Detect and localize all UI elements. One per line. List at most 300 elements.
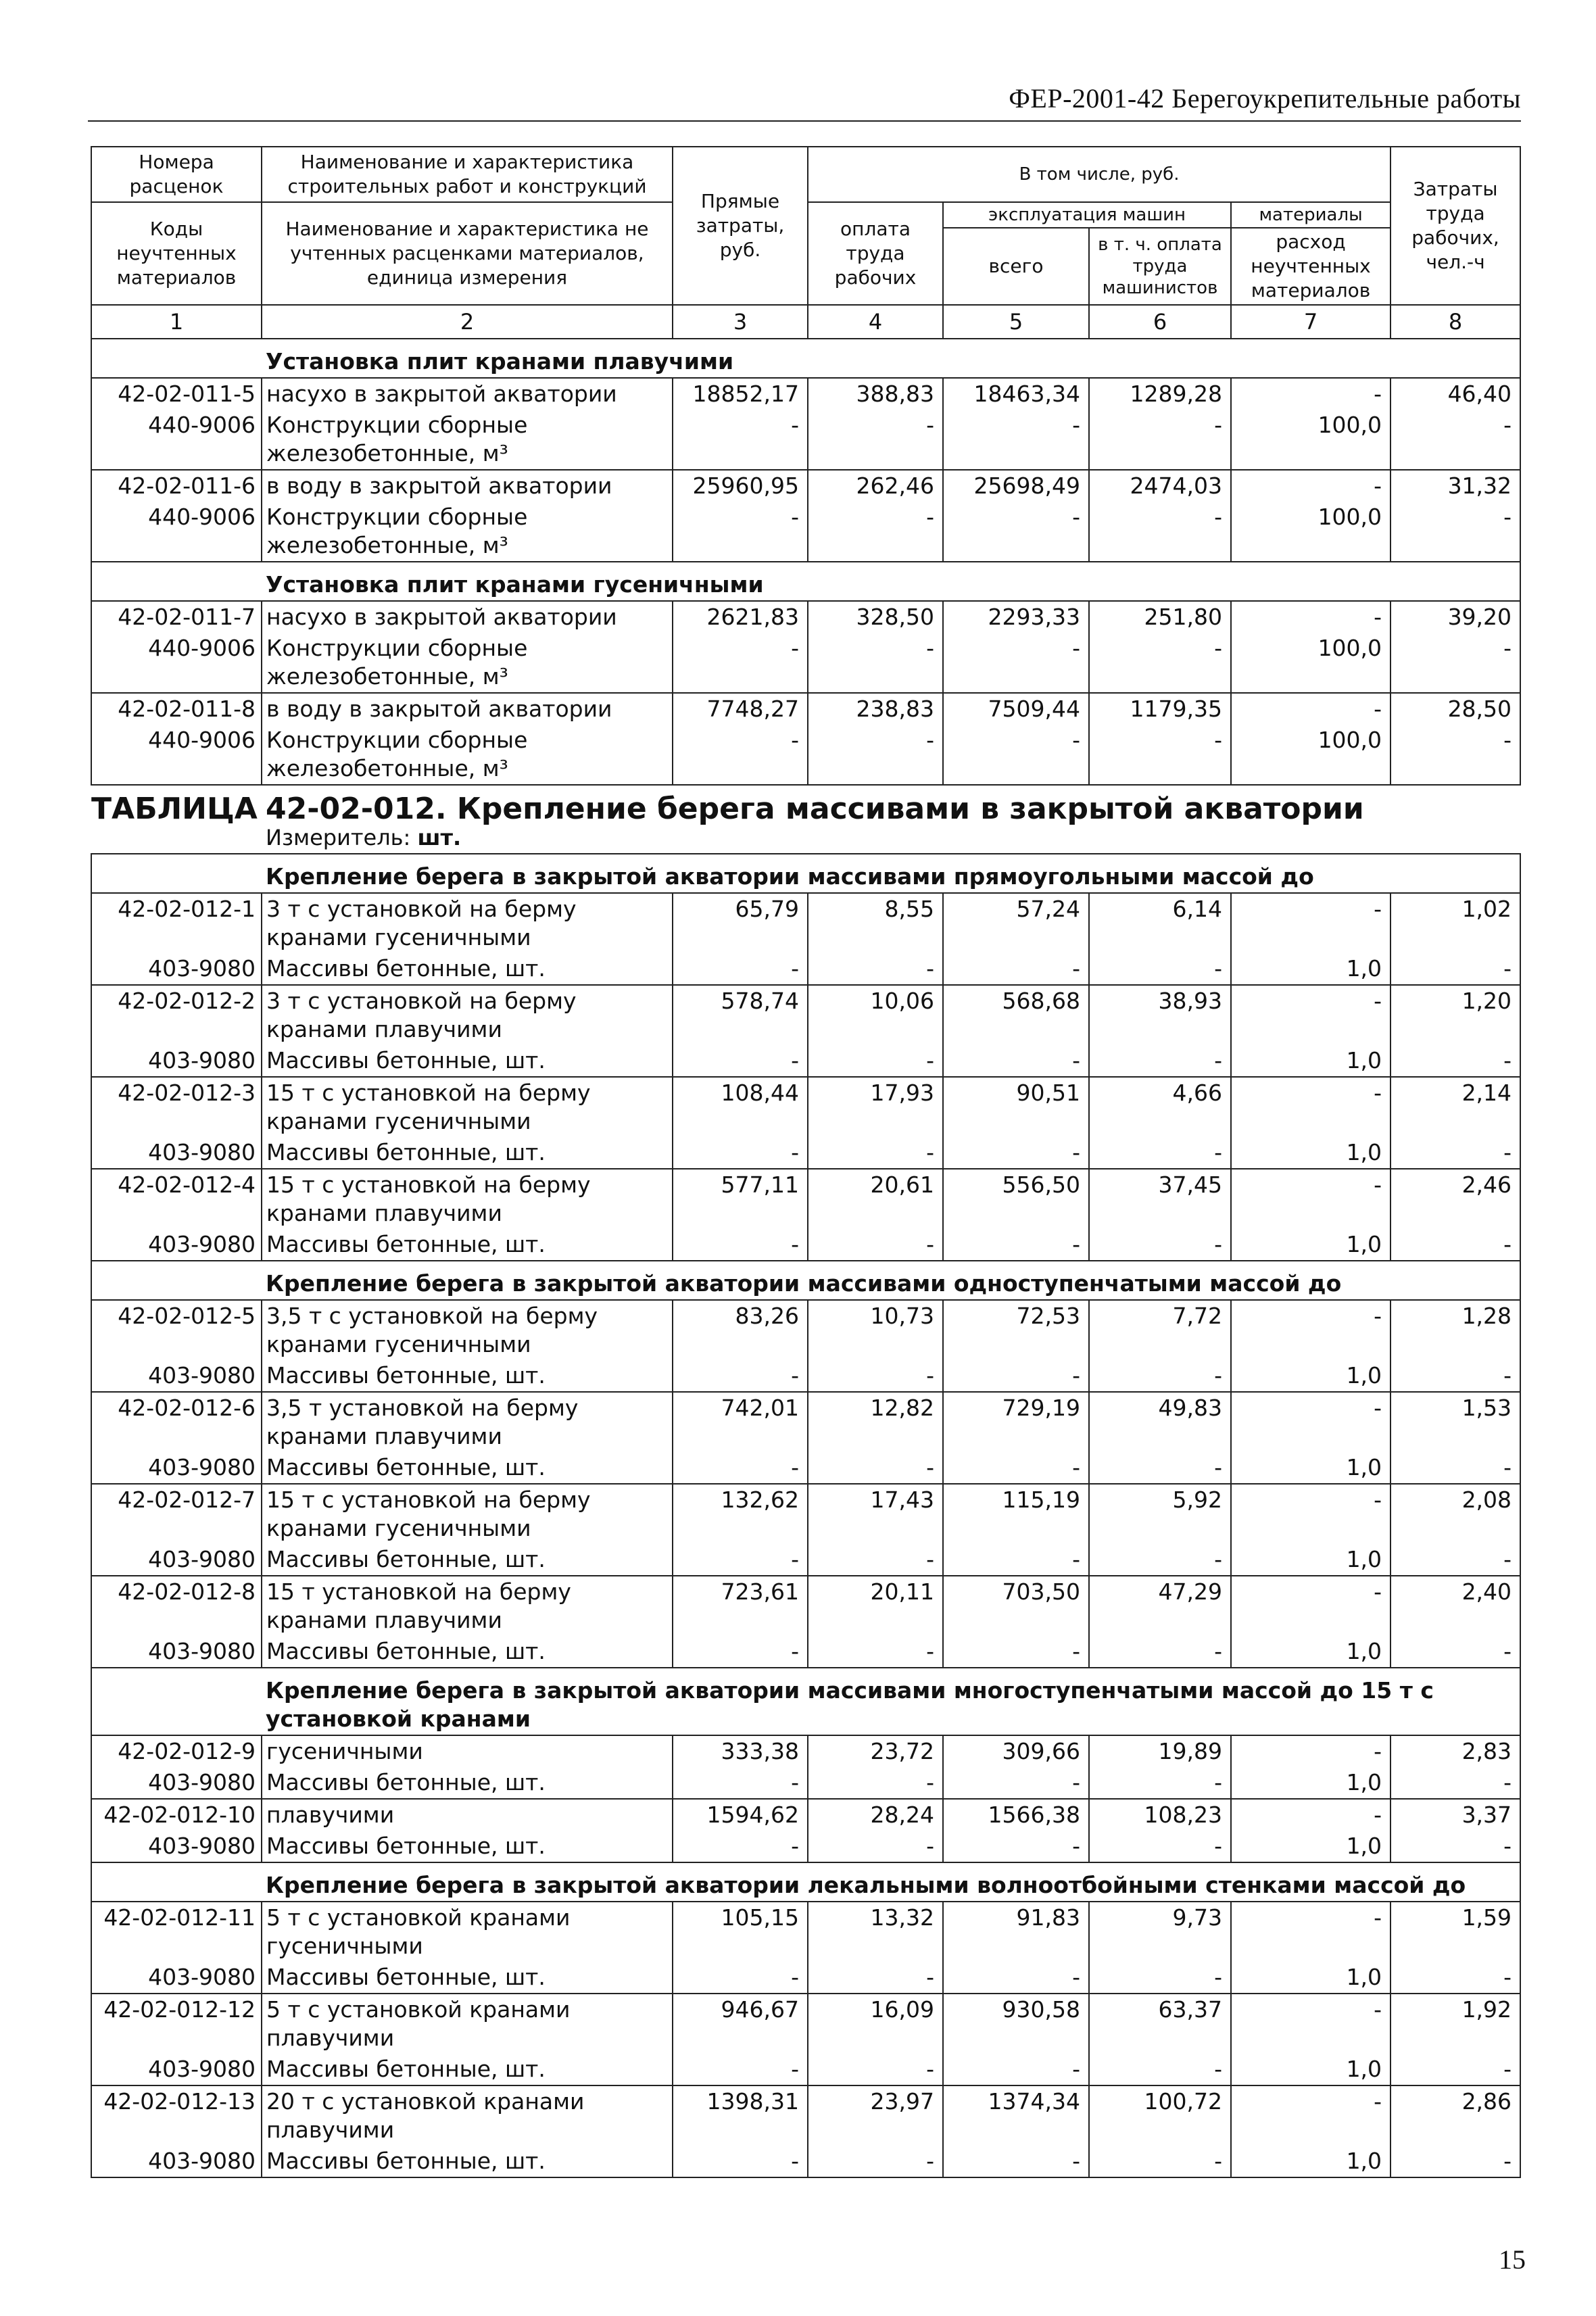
material-direct-costs: - bbox=[673, 1137, 808, 1169]
material-labor-hours: - bbox=[1391, 1962, 1520, 1994]
machinist-pay: 1289,28 bbox=[1089, 378, 1231, 410]
machinist-pay: 6,14 bbox=[1089, 893, 1231, 953]
material-labor-hours: - bbox=[1391, 1452, 1520, 1484]
material-labor-pay: - bbox=[808, 1544, 943, 1576]
material-labor-hours: - bbox=[1391, 1229, 1520, 1261]
material-row bbox=[91, 1767, 1520, 1799]
material-labor-hours: - bbox=[1391, 1767, 1520, 1799]
material-consumption: 1,0 bbox=[1231, 1636, 1391, 1668]
machinist-pay: 47,29 bbox=[1089, 1576, 1231, 1636]
material-name: Массивы бетонные, шт. bbox=[262, 1544, 673, 1576]
material-machinist-pay: - bbox=[1089, 1360, 1231, 1392]
labor-hours: 1,53 bbox=[1391, 1392, 1520, 1452]
material-row bbox=[91, 1137, 1520, 1169]
material-machinist-pay: - bbox=[1089, 1767, 1231, 1799]
material-direct-costs: - bbox=[673, 2146, 808, 2177]
material-name: Конструкции сборные железобетонные, м³ bbox=[262, 633, 673, 693]
materials-consumption: - bbox=[1231, 378, 1391, 410]
section-title: Крепление берега в закрытой акватории массивами одноступенчатыми массой до bbox=[262, 1261, 1520, 1300]
materials-consumption: - bbox=[1231, 1576, 1391, 1636]
material-code: 403-9080 bbox=[91, 953, 262, 985]
materials-consumption: - bbox=[1231, 1735, 1391, 1767]
material-code: 403-9080 bbox=[91, 1767, 262, 1799]
material-row bbox=[91, 633, 1520, 693]
labor-hours: 1,20 bbox=[1391, 985, 1520, 1045]
material-row bbox=[91, 502, 1520, 562]
material-labor-pay: - bbox=[808, 502, 943, 562]
col-machinist-pay-header: в т. ч. оплата труда машинистов bbox=[1089, 228, 1231, 305]
rate-row bbox=[91, 1902, 1520, 1962]
direct-costs: 333,38 bbox=[673, 1735, 808, 1767]
material-machinist-pay: - bbox=[1089, 1137, 1231, 1169]
direct-costs: 83,26 bbox=[673, 1300, 808, 1360]
material-name: Конструкции сборные железобетонные, м³ bbox=[262, 725, 673, 785]
rate-name: 15 т с установкой на берму кранами плавучими bbox=[262, 1169, 673, 1229]
rate-code: 42-02-012-1 bbox=[91, 893, 262, 953]
machine-total: 57,24 bbox=[943, 893, 1089, 953]
material-row bbox=[91, 1831, 1520, 1862]
material-direct-costs: - bbox=[673, 1229, 808, 1261]
material-code: 403-9080 bbox=[91, 1544, 262, 1576]
material-name: Массивы бетонные, шт. bbox=[262, 2054, 673, 2085]
labor-pay: 388,83 bbox=[808, 378, 943, 410]
machine-total: 729,19 bbox=[943, 1392, 1089, 1452]
material-code: 403-9080 bbox=[91, 1452, 262, 1484]
rate-code: 42-02-012-13 bbox=[91, 2085, 262, 2146]
materials-consumption: - bbox=[1231, 1799, 1391, 1831]
materials-consumption: - bbox=[1231, 1169, 1391, 1229]
material-code: 403-9080 bbox=[91, 1636, 262, 1668]
labor-pay: 17,43 bbox=[808, 1484, 943, 1544]
materials-consumption: - bbox=[1231, 1392, 1391, 1452]
labor-pay: 23,72 bbox=[808, 1735, 943, 1767]
direct-costs: 578,74 bbox=[673, 985, 808, 1045]
material-name: Конструкции сборные железобетонные, м³ bbox=[262, 502, 673, 562]
material-direct-costs: - bbox=[673, 1831, 808, 1862]
rate-row bbox=[91, 601, 1520, 633]
machinist-pay: 37,45 bbox=[1089, 1169, 1231, 1229]
section-title: Установка плит кранами гусеничными bbox=[262, 562, 1520, 601]
machinist-pay: 5,92 bbox=[1089, 1484, 1231, 1544]
header-title: ФЕР-2001-42 Берегоукрепительные работы bbox=[1009, 83, 1521, 114]
material-labor-hours: - bbox=[1391, 1636, 1520, 1668]
machinist-pay: 108,23 bbox=[1089, 1799, 1231, 1831]
col-direct-costs-header: Прямые затраты, руб. bbox=[673, 147, 808, 305]
material-name: Массивы бетонные, шт. bbox=[262, 953, 673, 985]
rate-code: 42-02-012-12 bbox=[91, 1994, 262, 2054]
material-machinist-pay: - bbox=[1089, 1962, 1231, 1994]
material-consumption: 100,0 bbox=[1231, 502, 1391, 562]
material-machinist-pay: - bbox=[1089, 1831, 1231, 1862]
page-header bbox=[88, 80, 1521, 122]
material-consumption: 1,0 bbox=[1231, 1544, 1391, 1576]
machine-total: 90,51 bbox=[943, 1077, 1089, 1137]
column-number: 3 bbox=[673, 305, 808, 339]
machine-total: 115,19 bbox=[943, 1484, 1089, 1544]
machine-total: 18463,34 bbox=[943, 378, 1089, 410]
rate-name: 3 т с установкой на берму кранами плавучими bbox=[262, 985, 673, 1045]
material-machinist-pay: - bbox=[1089, 502, 1231, 562]
rate-code: 42-02-012-9 bbox=[91, 1735, 262, 1767]
material-name: Массивы бетонные, шт. bbox=[262, 1767, 673, 1799]
material-machine-total: - bbox=[943, 725, 1089, 785]
material-code: 403-9080 bbox=[91, 1831, 262, 1862]
material-direct-costs: - bbox=[673, 1636, 808, 1668]
material-code: 403-9080 bbox=[91, 1045, 262, 1077]
materials-consumption: - bbox=[1231, 470, 1391, 502]
rate-code: 42-02-011-7 bbox=[91, 601, 262, 633]
material-machinist-pay: - bbox=[1089, 633, 1231, 693]
direct-costs: 1398,31 bbox=[673, 2085, 808, 2146]
material-direct-costs: - bbox=[673, 1767, 808, 1799]
direct-costs: 577,11 bbox=[673, 1169, 808, 1229]
rate-code: 42-02-012-4 bbox=[91, 1169, 262, 1229]
material-direct-costs: - bbox=[673, 725, 808, 785]
material-row bbox=[91, 1962, 1520, 1994]
material-consumption: 100,0 bbox=[1231, 725, 1391, 785]
material-code: 403-9080 bbox=[91, 2054, 262, 2085]
rate-code: 42-02-012-8 bbox=[91, 1576, 262, 1636]
col-machine-total-header: всего bbox=[943, 228, 1089, 305]
material-labor-hours: - bbox=[1391, 502, 1520, 562]
material-labor-hours: - bbox=[1391, 953, 1520, 985]
material-consumption: 1,0 bbox=[1231, 1452, 1391, 1484]
rate-code: 42-02-011-5 bbox=[91, 378, 262, 410]
labor-hours: 2,83 bbox=[1391, 1735, 1520, 1767]
material-machinist-pay: - bbox=[1089, 410, 1231, 470]
material-labor-hours: - bbox=[1391, 2146, 1520, 2177]
rate-row bbox=[91, 1799, 1520, 1831]
rate-name: 5 т с установкой кранами плавучими bbox=[262, 1994, 673, 2054]
section-blank bbox=[91, 339, 262, 378]
rate-row bbox=[91, 2085, 1520, 2146]
rate-row bbox=[91, 1994, 1520, 2054]
material-consumption: 1,0 bbox=[1231, 1962, 1391, 1994]
section-blank bbox=[91, 1261, 262, 1300]
section-blank bbox=[91, 562, 262, 601]
column-numbers-row bbox=[91, 305, 1520, 339]
rate-row bbox=[91, 985, 1520, 1045]
machinist-pay: 9,73 bbox=[1089, 1902, 1231, 1962]
col-including-header: В том числе, руб. bbox=[808, 147, 1391, 202]
material-row bbox=[91, 2146, 1520, 2177]
material-labor-pay: - bbox=[808, 1452, 943, 1484]
material-consumption: 1,0 bbox=[1231, 2054, 1391, 2085]
material-labor-pay: - bbox=[808, 953, 943, 985]
direct-costs: 723,61 bbox=[673, 1576, 808, 1636]
rate-row bbox=[91, 470, 1520, 502]
material-machinist-pay: - bbox=[1089, 1636, 1231, 1668]
material-machine-total: - bbox=[943, 1636, 1089, 1668]
material-direct-costs: - bbox=[673, 2054, 808, 2085]
material-machine-total: - bbox=[943, 502, 1089, 562]
material-consumption: 1,0 bbox=[1231, 1360, 1391, 1392]
machinist-pay: 19,89 bbox=[1089, 1735, 1231, 1767]
rate-row bbox=[91, 1392, 1520, 1452]
material-code: 440-9006 bbox=[91, 725, 262, 785]
section-header-row bbox=[91, 1668, 1520, 1735]
rate-row bbox=[91, 378, 1520, 410]
column-number: 4 bbox=[808, 305, 943, 339]
rate-row bbox=[91, 1576, 1520, 1636]
rate-code: 42-02-012-10 bbox=[91, 1799, 262, 1831]
section-header-row bbox=[91, 1261, 1520, 1300]
rate-name: гусеничными bbox=[262, 1735, 673, 1767]
column-number: 7 bbox=[1231, 305, 1391, 339]
direct-costs: 946,67 bbox=[673, 1994, 808, 2054]
col-labor-costs-header: Затраты труда рабочих, чел.-ч bbox=[1391, 147, 1520, 305]
labor-pay: 17,93 bbox=[808, 1077, 943, 1137]
labor-pay: 13,32 bbox=[808, 1902, 943, 1962]
rate-name: насухо в закрытой акватории bbox=[262, 601, 673, 633]
rate-row bbox=[91, 893, 1520, 953]
material-machine-total: - bbox=[943, 2054, 1089, 2085]
machinist-pay: 49,83 bbox=[1089, 1392, 1231, 1452]
material-row bbox=[91, 1636, 1520, 1668]
material-labor-hours: - bbox=[1391, 1137, 1520, 1169]
section-title: Крепление берега в закрытой акватории массивами прямоугольными массой до bbox=[262, 854, 1520, 893]
material-machine-total: - bbox=[943, 1962, 1089, 1994]
labor-pay: 262,46 bbox=[808, 470, 943, 502]
material-labor-pay: - bbox=[808, 1137, 943, 1169]
table-word: ТАБЛИЦА bbox=[91, 792, 258, 826]
rate-name: 15 т установкой на берму кранами плавучими bbox=[262, 1576, 673, 1636]
material-row bbox=[91, 725, 1520, 785]
material-code: 403-9080 bbox=[91, 1229, 262, 1261]
labor-hours: 2,40 bbox=[1391, 1576, 1520, 1636]
material-labor-pay: - bbox=[808, 1045, 943, 1077]
direct-costs: 105,15 bbox=[673, 1902, 808, 1962]
section-blank bbox=[91, 1668, 262, 1735]
measure-line bbox=[266, 823, 1516, 852]
col-material-name-header: Наименование и характеристика не учтенных расценками материалов, единица измерения bbox=[262, 202, 673, 305]
machine-total: 1566,38 bbox=[943, 1799, 1089, 1831]
machine-total: 568,68 bbox=[943, 985, 1089, 1045]
col-machine-operation-header: эксплуатация машин bbox=[943, 202, 1231, 228]
col-materials-header: материалы bbox=[1231, 202, 1391, 228]
material-labor-hours: - bbox=[1391, 725, 1520, 785]
material-labor-pay: - bbox=[808, 1360, 943, 1392]
direct-costs: 2621,83 bbox=[673, 601, 808, 633]
material-name: Массивы бетонные, шт. bbox=[262, 2146, 673, 2177]
rate-row bbox=[91, 1169, 1520, 1229]
material-direct-costs: - bbox=[673, 1544, 808, 1576]
material-labor-hours: - bbox=[1391, 633, 1520, 693]
labor-pay: 20,61 bbox=[808, 1169, 943, 1229]
material-machinist-pay: - bbox=[1089, 2146, 1231, 2177]
material-labor-hours: - bbox=[1391, 2054, 1520, 2085]
direct-costs: 7748,27 bbox=[673, 693, 808, 725]
material-machinist-pay: - bbox=[1089, 2054, 1231, 2085]
material-machine-total: - bbox=[943, 953, 1089, 985]
material-row bbox=[91, 2054, 1520, 2085]
material-labor-pay: - bbox=[808, 725, 943, 785]
material-labor-pay: - bbox=[808, 2146, 943, 2177]
column-number: 5 bbox=[943, 305, 1089, 339]
labor-hours: 2,08 bbox=[1391, 1484, 1520, 1544]
measure-value: шт. bbox=[417, 825, 462, 850]
material-consumption: 100,0 bbox=[1231, 410, 1391, 470]
material-direct-costs: - bbox=[673, 410, 808, 470]
material-labor-pay: - bbox=[808, 1831, 943, 1862]
rate-name: 3,5 т установкой на берму кранами плавучими bbox=[262, 1392, 673, 1452]
machine-total: 25698,49 bbox=[943, 470, 1089, 502]
material-consumption: 100,0 bbox=[1231, 633, 1391, 693]
materials-consumption: - bbox=[1231, 2085, 1391, 2146]
labor-hours: 2,86 bbox=[1391, 2085, 1520, 2146]
machine-total: 930,58 bbox=[943, 1994, 1089, 2054]
labor-hours: 1,02 bbox=[1391, 893, 1520, 953]
labor-pay: 23,97 bbox=[808, 2085, 943, 2146]
rate-row bbox=[91, 693, 1520, 725]
labor-hours: 39,20 bbox=[1391, 601, 1520, 633]
rate-code: 42-02-012-6 bbox=[91, 1392, 262, 1452]
material-name: Массивы бетонные, шт. bbox=[262, 1045, 673, 1077]
labor-pay: 10,73 bbox=[808, 1300, 943, 1360]
labor-pay: 10,06 bbox=[808, 985, 943, 1045]
material-labor-pay: - bbox=[808, 1767, 943, 1799]
material-row bbox=[91, 953, 1520, 985]
section-title: Установка плит кранами плавучими bbox=[262, 339, 1520, 378]
column-number: 2 bbox=[262, 305, 673, 339]
material-consumption: 1,0 bbox=[1231, 953, 1391, 985]
page-number: 15 bbox=[1499, 2244, 1526, 2275]
material-machine-total: - bbox=[943, 1767, 1089, 1799]
material-labor-hours: - bbox=[1391, 1544, 1520, 1576]
rate-code: 42-02-011-6 bbox=[91, 470, 262, 502]
labor-hours: 1,28 bbox=[1391, 1300, 1520, 1360]
material-name: Массивы бетонные, шт. bbox=[262, 1137, 673, 1169]
labor-hours: 1,92 bbox=[1391, 1994, 1520, 2054]
material-labor-hours: - bbox=[1391, 1831, 1520, 1862]
material-row bbox=[91, 1452, 1520, 1484]
col-material-code-header: Коды неучтенных материалов bbox=[91, 202, 262, 305]
material-labor-pay: - bbox=[808, 633, 943, 693]
machine-total: 72,53 bbox=[943, 1300, 1089, 1360]
material-code: 440-9006 bbox=[91, 410, 262, 470]
rate-name: насухо в закрытой акватории bbox=[262, 378, 673, 410]
material-labor-pay: - bbox=[808, 1962, 943, 1994]
direct-costs: 25960,95 bbox=[673, 470, 808, 502]
col-labor-pay-header: оплата труда рабочих bbox=[808, 202, 943, 305]
material-name: Массивы бетонные, шт. bbox=[262, 1636, 673, 1668]
labor-pay: 16,09 bbox=[808, 1994, 943, 2054]
material-row bbox=[91, 1229, 1520, 1261]
labor-hours: 46,40 bbox=[1391, 378, 1520, 410]
col-rate-number-header: Номера расценок bbox=[91, 147, 262, 202]
material-machine-total: - bbox=[943, 1452, 1089, 1484]
rate-name: 15 т с установкой на берму кранами гусеничными bbox=[262, 1484, 673, 1544]
material-machine-total: - bbox=[943, 1045, 1089, 1077]
material-direct-costs: - bbox=[673, 1045, 808, 1077]
material-code: 440-9006 bbox=[91, 633, 262, 693]
material-name: Конструкции сборные железобетонные, м³ bbox=[262, 410, 673, 470]
material-labor-hours: - bbox=[1391, 1045, 1520, 1077]
material-labor-pay: - bbox=[808, 1636, 943, 1668]
rate-row bbox=[91, 1735, 1520, 1767]
material-machine-total: - bbox=[943, 1137, 1089, 1169]
table-title-cell bbox=[262, 785, 1520, 854]
direct-costs: 132,62 bbox=[673, 1484, 808, 1544]
column-number: 1 bbox=[91, 305, 262, 339]
measure-label: Измеритель: bbox=[266, 825, 411, 850]
material-machinist-pay: - bbox=[1089, 1452, 1231, 1484]
labor-hours: 2,46 bbox=[1391, 1169, 1520, 1229]
col-work-name-header: Наименование и характеристика строительных работ и конструкций bbox=[262, 147, 673, 202]
rate-code: 42-02-012-3 bbox=[91, 1077, 262, 1137]
machine-total: 7509,44 bbox=[943, 693, 1089, 725]
section-header-row bbox=[91, 339, 1520, 378]
material-code: 403-9080 bbox=[91, 1962, 262, 1994]
material-code: 403-9080 bbox=[91, 2146, 262, 2177]
material-row bbox=[91, 1045, 1520, 1077]
section-title: Крепление берега в закрытой акватории лекальными волноотбойными стенками массой до bbox=[262, 1862, 1520, 1902]
material-machine-total: - bbox=[943, 633, 1089, 693]
material-machinist-pay: - bbox=[1089, 1229, 1231, 1261]
labor-pay: 28,24 bbox=[808, 1799, 943, 1831]
labor-hours: 28,50 bbox=[1391, 693, 1520, 725]
material-labor-pay: - bbox=[808, 410, 943, 470]
labor-pay: 238,83 bbox=[808, 693, 943, 725]
rate-name: 5 т с установкой кранами гусеничными bbox=[262, 1902, 673, 1962]
materials-consumption: - bbox=[1231, 1484, 1391, 1544]
material-consumption: 1,0 bbox=[1231, 1045, 1391, 1077]
section-title: Крепление берега в закрытой акватории массивами многоступенчатыми массой до 15 т с установкой кранами bbox=[262, 1668, 1520, 1735]
material-labor-pay: - bbox=[808, 2054, 943, 2085]
rate-row bbox=[91, 1077, 1520, 1137]
machine-total: 556,50 bbox=[943, 1169, 1089, 1229]
machinist-pay: 4,66 bbox=[1089, 1077, 1231, 1137]
material-row bbox=[91, 1360, 1520, 1392]
rate-row bbox=[91, 1300, 1520, 1360]
rate-name: 3,5 т с установкой на берму кранами гусеничными bbox=[262, 1300, 673, 1360]
material-direct-costs: - bbox=[673, 1452, 808, 1484]
rates-table bbox=[91, 146, 1521, 2178]
material-code: 403-9080 bbox=[91, 1360, 262, 1392]
rate-code: 42-02-012-2 bbox=[91, 985, 262, 1045]
labor-hours: 2,14 bbox=[1391, 1077, 1520, 1137]
material-consumption: 1,0 bbox=[1231, 1831, 1391, 1862]
rate-row bbox=[91, 1484, 1520, 1544]
material-name: Массивы бетонные, шт. bbox=[262, 1360, 673, 1392]
material-consumption: 1,0 bbox=[1231, 1767, 1391, 1799]
material-labor-hours: - bbox=[1391, 410, 1520, 470]
material-code: 403-9080 bbox=[91, 1137, 262, 1169]
rate-name: 3 т с установкой на берму кранами гусеничными bbox=[262, 893, 673, 953]
material-machinist-pay: - bbox=[1089, 1544, 1231, 1576]
machinist-pay: 38,93 bbox=[1089, 985, 1231, 1045]
material-machine-total: - bbox=[943, 1229, 1089, 1261]
machine-total: 309,66 bbox=[943, 1735, 1089, 1767]
material-consumption: 1,0 bbox=[1231, 1137, 1391, 1169]
material-consumption: 1,0 bbox=[1231, 2146, 1391, 2177]
rate-code: 42-02-012-7 bbox=[91, 1484, 262, 1544]
direct-costs: 1594,62 bbox=[673, 1799, 808, 1831]
direct-costs: 18852,17 bbox=[673, 378, 808, 410]
rate-code: 42-02-012-5 bbox=[91, 1300, 262, 1360]
material-machine-total: - bbox=[943, 1831, 1089, 1862]
material-machine-total: - bbox=[943, 410, 1089, 470]
rate-code: 42-02-011-8 bbox=[91, 693, 262, 725]
materials-consumption: - bbox=[1231, 601, 1391, 633]
section-header-row bbox=[91, 854, 1520, 893]
column-number: 8 bbox=[1391, 305, 1520, 339]
table-title: 42-02-012. Крепление берега массивами в закрытой акватории bbox=[266, 792, 1364, 826]
labor-pay: 12,82 bbox=[808, 1392, 943, 1452]
labor-hours: 1,59 bbox=[1391, 1902, 1520, 1962]
material-machine-total: - bbox=[943, 2146, 1089, 2177]
labor-hours: 3,37 bbox=[1391, 1799, 1520, 1831]
